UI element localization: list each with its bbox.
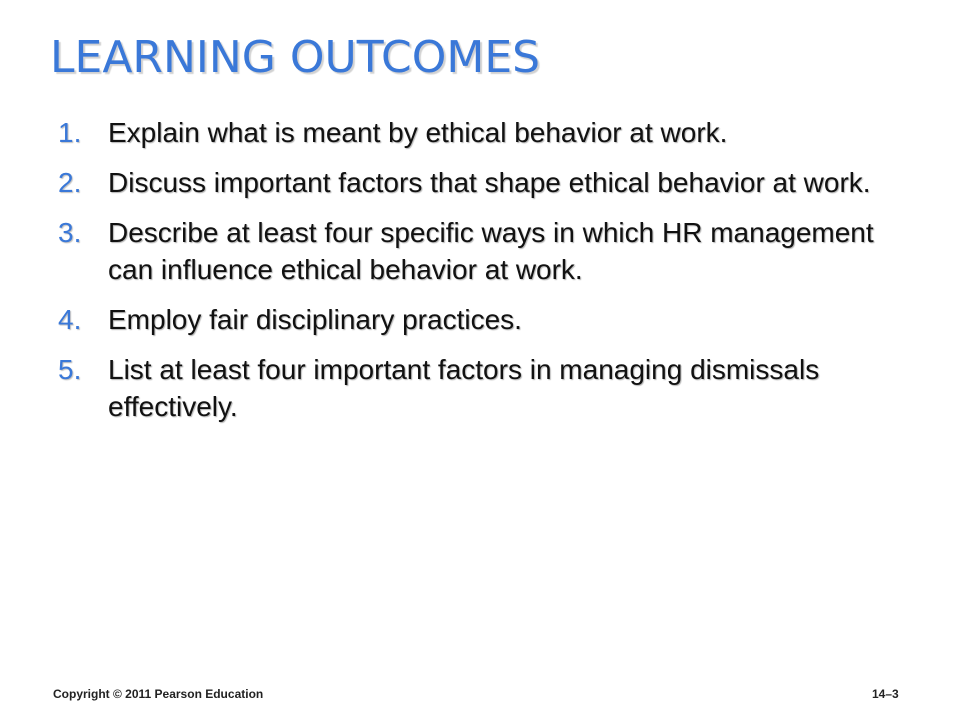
slide-title: LEARNING OUTCOMES xyxy=(50,32,541,83)
copyright-footer: Copyright © 2011 Pearson Education xyxy=(53,687,264,701)
outcome-item-4 xyxy=(58,301,888,338)
outcome-text: Discuss important factors that shape ethical behavior at work. xyxy=(108,167,871,198)
outcome-number: 1. xyxy=(58,117,82,148)
outcome-number: 2. xyxy=(58,167,82,198)
outcome-item-3 xyxy=(58,214,888,288)
outcome-item-1 xyxy=(58,114,888,151)
outcome-text: Describe at least four specific ways in which HR management can influence ethical behavior at work. xyxy=(108,217,874,285)
outcome-item-2 xyxy=(58,164,888,201)
outcome-number: 5. xyxy=(58,354,82,385)
page-number: 14–3 xyxy=(872,687,899,701)
outcome-text: List at least four important factors in managing dismissals effectively. xyxy=(108,354,820,422)
outcome-text: Employ fair disciplinary practices. xyxy=(108,304,522,335)
learning-outcomes-list xyxy=(58,114,888,438)
outcome-number: 3. xyxy=(58,217,82,248)
outcome-item-5 xyxy=(58,351,888,425)
outcome-number: 4. xyxy=(58,304,82,335)
outcome-text: Explain what is meant by ethical behavior at work. xyxy=(108,117,728,148)
